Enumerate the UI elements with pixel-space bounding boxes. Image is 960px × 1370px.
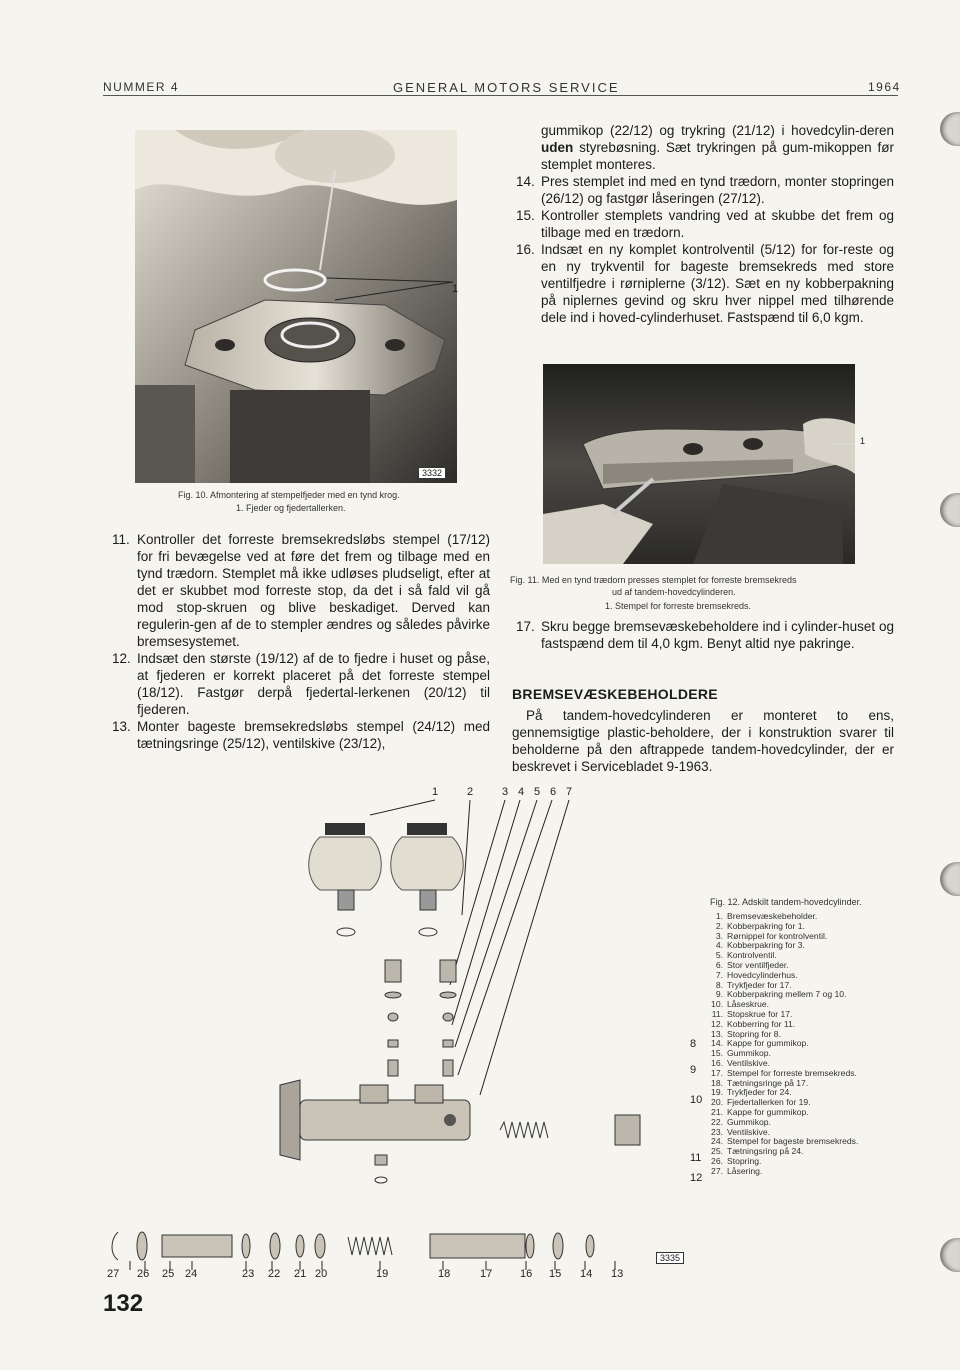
legend-item: 12. Kobberring for 11. (711, 1018, 796, 1029)
fig12-callout: 1 (432, 786, 439, 798)
legend-item: 16. Ventilskive. (711, 1057, 770, 1068)
emphasis-uden: uden (541, 140, 574, 155)
legend-item: 3. Rørnippel for kontrolventil. (715, 930, 828, 941)
legend-item: 4. Kobberpakring for 3. (715, 940, 805, 951)
fig12-callout: 14 (580, 1268, 593, 1280)
instruction-item: 12. Indsæt den største (19/12) af de to fjedre i huset og påse, at fjederen er korrekt placeret på det forreste stempel (18/12). Fastgør derpå fjedertal-lerkenen (20/12) til fjederen. (112, 651, 490, 717)
legend-item: 27. Låsering. (711, 1165, 763, 1176)
legend-item: 10. Låseskrue. (711, 999, 770, 1010)
fig10-illustration (135, 130, 457, 483)
legend-item: 26. Stopring. (711, 1155, 762, 1166)
section-heading: BREMSEVÆSKEBEHOLDERE (512, 686, 718, 702)
binder-hole (940, 493, 960, 527)
header-year: 1964 (868, 80, 901, 94)
header-rule (103, 95, 898, 96)
fig11-illustration (543, 364, 855, 564)
legend-item: 18. Tætningsringe på 17. (711, 1077, 809, 1088)
fig12-legend (707, 912, 907, 1177)
instruction-item: 16. Indsæt en ny komplet kontrolventil (5/12) for for-reste og en ny trykventil for bageste bremsekreds med store ventilfjedre i rørniplerne (3/12). Sæt en ny kobberpakning på niplernes gevind og skru hver nippel med tilhørende dele ind i hoved-cylinderhuset. Fastspænd til 6,0 kgm. (516, 242, 894, 325)
master-cylinder-icon (280, 1080, 470, 1160)
legend-item: 1. Bremsevæskebeholder. (715, 911, 818, 921)
fig12-callout: 24 (185, 1268, 198, 1280)
legend-item: 17. Stempel for forreste bremsekreds. (711, 1067, 857, 1078)
fig12-callout: 11 (690, 1152, 702, 1164)
fig12-callout: 5 (534, 786, 541, 798)
fig11-photo (543, 364, 855, 564)
legend-item: 8. Trykfjeder for 17. (715, 979, 792, 990)
legend-item: 25. Tætningsring på 24. (711, 1146, 804, 1157)
instruction-item: 13. Monter bageste bremsekredsløbs stempel (24/12) med tætningsringe (25/12), ventilskive (23/12), (112, 719, 490, 751)
fig12-callout: 25 (162, 1268, 175, 1280)
legend-item: 7. Hovedcylinderhus. (715, 969, 798, 980)
legend-item: 9. Kobberpakring mellem 7 og 10. (715, 989, 847, 1000)
fig12-callout: 23 (242, 1268, 255, 1280)
legend-item: 20. Fjedertallerken for 19. (711, 1097, 811, 1108)
fig12-callout: 6 (550, 786, 557, 798)
legend-item: 21. Kappe for gummikop. (711, 1106, 809, 1117)
legend-item: 22. Gummikop. (711, 1116, 771, 1127)
fig12-callout: 19 (376, 1268, 389, 1280)
page-number: 132 (103, 1290, 144, 1317)
binder-hole (940, 1238, 960, 1272)
fig12-callout: 13 (611, 1268, 624, 1280)
fig12-callout: 3 (502, 786, 509, 798)
legend-item: 15. Gummikop. (711, 1048, 771, 1059)
header-issue: NUMMER 4 (103, 80, 180, 94)
legend-item: 23. Ventilskive. (711, 1126, 770, 1137)
fig12-callout: 4 (518, 786, 525, 798)
fig11-caption: Fig. 11. Med en tynd trædorn presses stemplet for forreste bremsekreds (510, 575, 797, 585)
fig11-caption-legend: 1. Stempel for forreste bremsekreds. (605, 601, 752, 611)
fig12-callout: 16 (520, 1268, 533, 1280)
fig12-callout: 8 (690, 1038, 697, 1050)
fig10-callout: 1 (452, 283, 459, 295)
instruction-item: 14. Pres stemplet ind med en tynd trædorn, monter stopringen (26/12) og fastgør låseringen (27/12). (516, 174, 894, 206)
binder-hole (940, 112, 960, 146)
fig12-callout: 20 (315, 1268, 328, 1280)
legend-item: 2. Kobberpakring for 1. (715, 920, 805, 931)
paragraph-13-continued-end: styrebøsning. Sæt trykringen på gum-mikoppen før stemplet monteres. (541, 140, 894, 172)
fig12-callout: 15 (549, 1268, 562, 1280)
fig12-callout: 10 (690, 1094, 703, 1106)
text-block-right-top (516, 122, 894, 326)
legend-item: 24. Stempel for bageste bremsekreds. (711, 1136, 859, 1147)
legend-item: 11. Stopskrue for 17. (711, 1008, 793, 1019)
legend-item: 6. Stor ventilfjeder. (715, 959, 789, 970)
legend-item: 13. Stopring for 8. (711, 1028, 781, 1039)
header-publication: GENERAL MOTORS SERVICE (393, 80, 620, 95)
fig12-callout: 26 (137, 1268, 150, 1280)
fig11-caption-line2: ud af tandem-hovedcylinderen. (612, 587, 736, 597)
fig12-callout: 17 (480, 1268, 493, 1280)
fig12-callout: 9 (690, 1064, 697, 1076)
fig12-exploded-diagram (100, 785, 703, 1285)
fig12-callout: 22 (268, 1268, 281, 1280)
fig10-caption: Fig. 10. Afmontering af stempelfjeder med en tynd krog. (178, 490, 400, 500)
text-block-right (516, 618, 894, 652)
fig12-callout: 7 (566, 786, 573, 798)
legend-item: 5. Kontrolventil. (715, 950, 777, 961)
fig12-callout: 12 (690, 1172, 703, 1184)
fig11-callout: 1 (860, 436, 866, 446)
binder-hole (940, 862, 960, 896)
instruction-item: 11. Kontroller det forreste bremsekredsløbs stempel (17/12) for fri bevægelse ved at føre det frem og tilbage med en tynd trædorn. Stemplet må ikke udløses pludseligt, efter at det er skubbet mod forreste stop, da det i så fald vil gå mod stop-skruen og blive beskadiget. Derved kan regulerin-gen af de to stempler ændres og således påvirke bremsesystemet. (112, 532, 490, 649)
fig12-callout: 21 (294, 1268, 307, 1280)
fig12-title: Fig. 12. Adskilt tandem-hovedcylinder. (710, 897, 862, 907)
section-paragraph: På tandem-hovedcylinderen er monteret to ens, gennemsigtige plastic-beholdere, der i konstruktion svarer til beholderne på den aftrappede tandem-hovedcylinder, der er beskrevet i Servicebladet 9-1963. (512, 708, 894, 774)
instruction-item: 17. Skru begge bremsevæskebeholdere ind i cylinder-huset og fastspænd dem til 4,0 kgm. Benyt altid nye pakringe. (516, 619, 894, 651)
reservoir-icon (391, 823, 464, 936)
fig10-badge: 3332 (418, 467, 446, 479)
fig12-callout: 18 (438, 1268, 451, 1280)
fig12-badge: 3335 (656, 1252, 684, 1264)
fig12-callout: 27 (107, 1268, 120, 1280)
paragraph-13-continued-start: gummikop (22/12) og trykring (21/12) i hovedcylin-deren (541, 123, 894, 138)
text-block-left (112, 531, 490, 752)
fig10-photo (135, 130, 457, 483)
fig10-caption-legend: 1. Fjeder og fjedertallerken. (236, 503, 346, 513)
legend-item: 19. Trykfjeder for 24. (711, 1087, 792, 1098)
reservoir-icon (309, 823, 382, 936)
instruction-item: 15. Kontroller stemplets vandring ved at skubbe det frem og tilbage med en trædorn. (516, 208, 894, 240)
legend-item: 14. Kappe for gummikop. (711, 1038, 809, 1049)
fig12-callout: 2 (467, 786, 474, 798)
